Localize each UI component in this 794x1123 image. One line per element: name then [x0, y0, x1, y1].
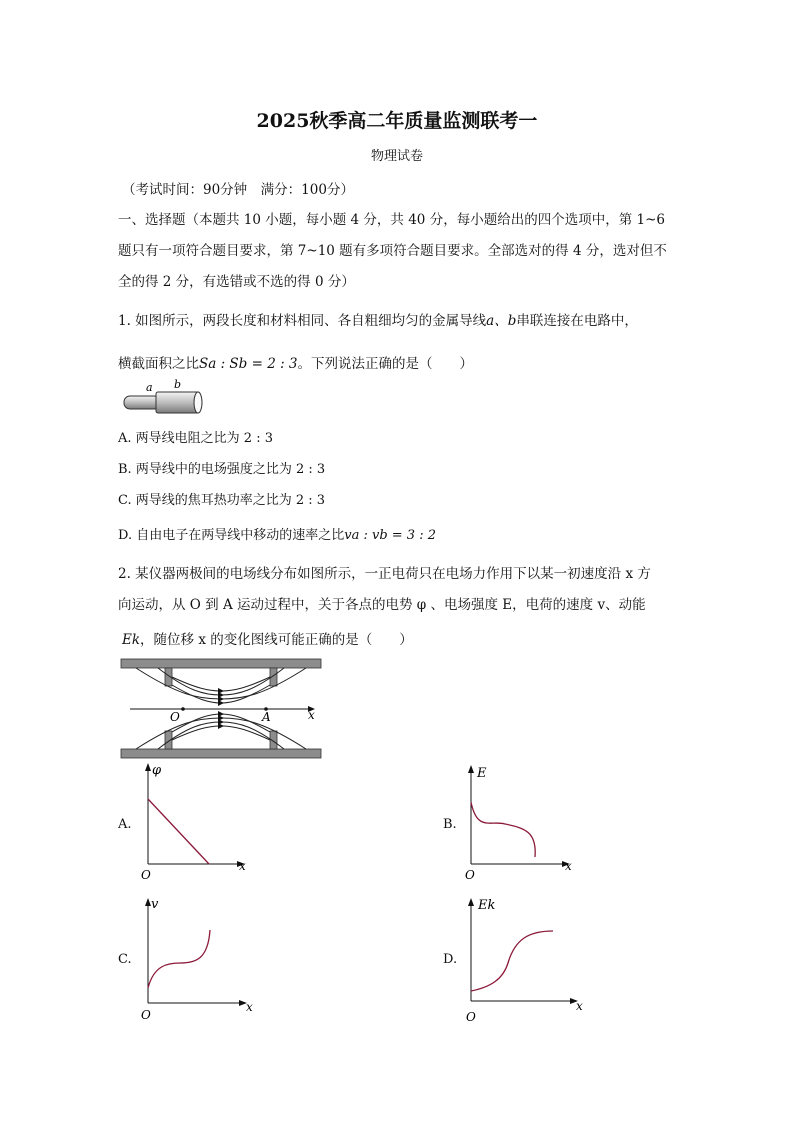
q2-line2: 向运动，从 O 到 A 运动过程中，关于各点的电势 φ 、电场强度 E，电荷的速度 v、动能	[118, 597, 646, 613]
q1-option-d-text: D. 自由电子在两导线中移动的速率之比	[118, 528, 345, 543]
q1-vars: a、b	[486, 313, 517, 329]
wire-label-b: b	[174, 378, 182, 391]
graph-b-letter[interactable]: B.	[443, 817, 457, 832]
q1-line2-text: 横截面积之比	[118, 356, 199, 372]
graph-c-y-label: v	[151, 897, 159, 912]
exam-info: （考试时间：90分钟 满分：100分）	[122, 182, 354, 198]
wire-b	[156, 392, 200, 413]
page-title: 2025秋季高二年质量监测联考一	[256, 110, 538, 132]
graph-d-letter[interactable]: D.	[443, 952, 458, 967]
graph-b-curve	[471, 802, 535, 857]
graph-c-origin: O	[141, 1008, 151, 1022]
graph-d-y-label: Ek	[478, 898, 496, 913]
wire-a	[124, 396, 160, 409]
q2-ek-var: Ek	[122, 632, 141, 648]
graph-a-y-label: φ	[152, 763, 162, 778]
graph-a-x-label: x	[239, 859, 246, 873]
graph-b	[463, 762, 583, 884]
field-label-x: x	[308, 708, 315, 722]
q1-line2	[118, 352, 473, 372]
field-figure	[118, 655, 328, 763]
graph-d-x-label: x	[576, 999, 583, 1013]
q1-option-d-formula: va : vb = 3 : 2	[344, 528, 436, 543]
graph-c-letter[interactable]: C.	[118, 952, 132, 967]
q2-line3	[118, 628, 413, 648]
page-subtitle: 物理试卷	[370, 149, 423, 164]
section-heading-line3: 全的得 2 分，有选错或不选的得 0 分）	[118, 274, 355, 290]
q1-line1-end: 串联连接在电路中，	[516, 313, 638, 329]
q2-line3-text: ，随位移 x 的变化图线可能正确的是（ ）	[140, 632, 413, 648]
q1-option-d[interactable]	[118, 524, 436, 543]
field-label-o: O	[170, 710, 180, 724]
graph-d-curve	[471, 931, 553, 991]
bottom-plate	[121, 749, 321, 758]
q1-option-c[interactable]: C. 两导线的焦耳热功率之比为 2 : 3	[118, 493, 326, 508]
graph-a-y-arrow	[145, 763, 151, 771]
q1-option-a[interactable]: A. 两导线电阻之比为 2 : 3	[118, 431, 273, 446]
graph-c-x-label: x	[246, 1000, 253, 1014]
graph-c-curve	[148, 930, 210, 988]
q1-area-ratio: Sa : Sb = 2 : 3	[199, 356, 298, 372]
top-plate	[121, 659, 321, 668]
graph-a-curve	[148, 799, 209, 864]
point-o	[181, 707, 185, 711]
graph-c	[138, 893, 258, 1023]
graph-d	[463, 893, 588, 1023]
section-heading-line1: 一、选择题（本题共 10 小题，每小题 4 分，共 40 分，每小题给出的四个选项中，第 1~6	[118, 212, 665, 228]
q1-line1	[118, 309, 638, 329]
graph-b-origin: O	[465, 868, 475, 882]
graph-b-y-arrow	[468, 765, 474, 773]
graph-d-y-arrow	[468, 898, 474, 906]
wire-figure	[118, 378, 208, 418]
wire-label-a: a	[146, 381, 153, 394]
graph-a	[138, 762, 253, 884]
wire-b-end	[194, 392, 202, 413]
q1-line2-end: 。下列说法正确的是（ ）	[297, 356, 474, 372]
field-label-a: A	[262, 710, 271, 724]
q2-line1: 2. 某仪器两极间的电场线分布如图所示，一正电荷只在电场力作用下以某一初速度沿 x 方	[118, 566, 651, 582]
graph-b-x-label: x	[565, 859, 572, 873]
q1-option-b[interactable]: B. 两导线中的电场强度之比为 2 : 3	[118, 462, 326, 477]
graph-b-y-label: E	[477, 766, 487, 781]
q1-line1-text: 1. 如图所示，两段长度和材料相同、各自粗细均匀的金属导线	[118, 313, 487, 329]
graph-d-origin: O	[466, 1010, 476, 1023]
section-heading-line2: 题只有一项符合题目要求，第 7~10 题有多项符合题目要求。全部选对的得 4 分，选对但不	[118, 243, 667, 259]
graph-a-letter[interactable]: A.	[118, 817, 132, 832]
graph-a-origin: O	[141, 868, 151, 882]
